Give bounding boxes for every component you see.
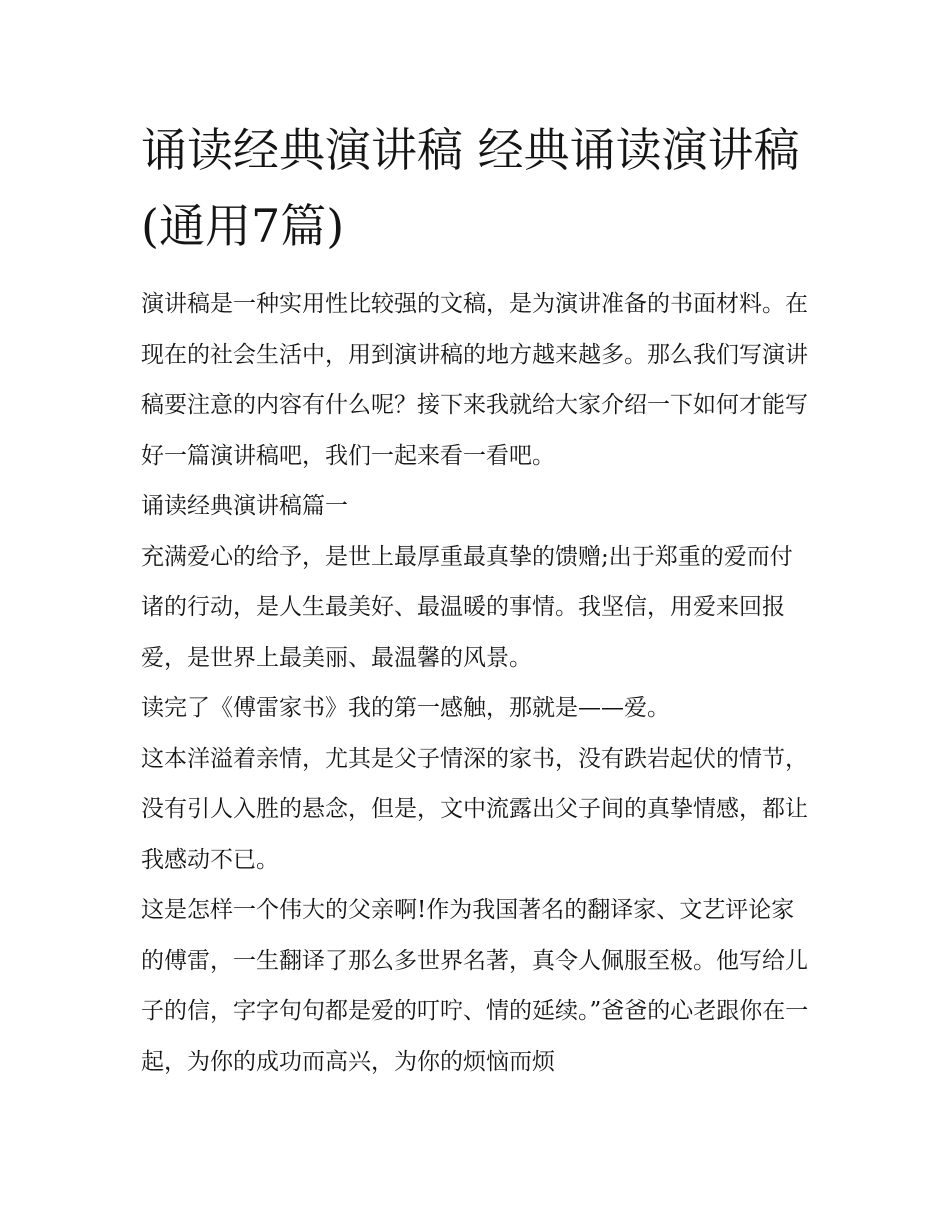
section-heading: 诵读经典演讲稿篇一 xyxy=(141,493,348,519)
document-body xyxy=(141,279,813,1087)
body-paragraph: 这是怎样一个伟大的父亲啊!作为我国著名的翻译家、文艺评论家的傅雷，一生翻译了那么多世界名著，真令人佩服至极。他写给儿子的信，字字句句都是爱的叮咛、情的延续。”爸爸的心老跟你在一起，为你的成功而高兴，为你的烦恼而烦 xyxy=(141,897,809,1075)
body-paragraph: 充满爱心的给予，是世上最厚重最真挚的馈赠;出于郑重的爱而付诸的行动，是人生最美好、最温暖的事情。我坚信，用爱来回报爱，是世界上最美丽、最温馨的风景。 xyxy=(141,543,793,671)
body-paragraph: 读完了《傅雷家书》我的第一感触，那就是——爱。 xyxy=(141,695,670,721)
document-title: 诵读经典演讲稿 经典诵读演讲稿(通用7篇) xyxy=(141,123,800,253)
body-paragraph: 这本洋溢着亲情，尤其是父子情深的家书，没有跌岩起伏的情节，没有引人入胜的悬念，但是，文中流露出父子间的真挚情感，都让我感动不已。 xyxy=(141,745,808,873)
intro-paragraph: 演讲稿是一种实用性比较强的文稿，是为演讲准备的书面材料。在现在的社会生活中，用到演讲稿的地方越来越多。那么我们写演讲稿要注意的内容有什么呢？接下来我就给大家介绍一下如何才能写好一篇演讲稿吧，我们一起来看一看吧。 xyxy=(141,291,808,469)
document-content xyxy=(141,112,813,1087)
